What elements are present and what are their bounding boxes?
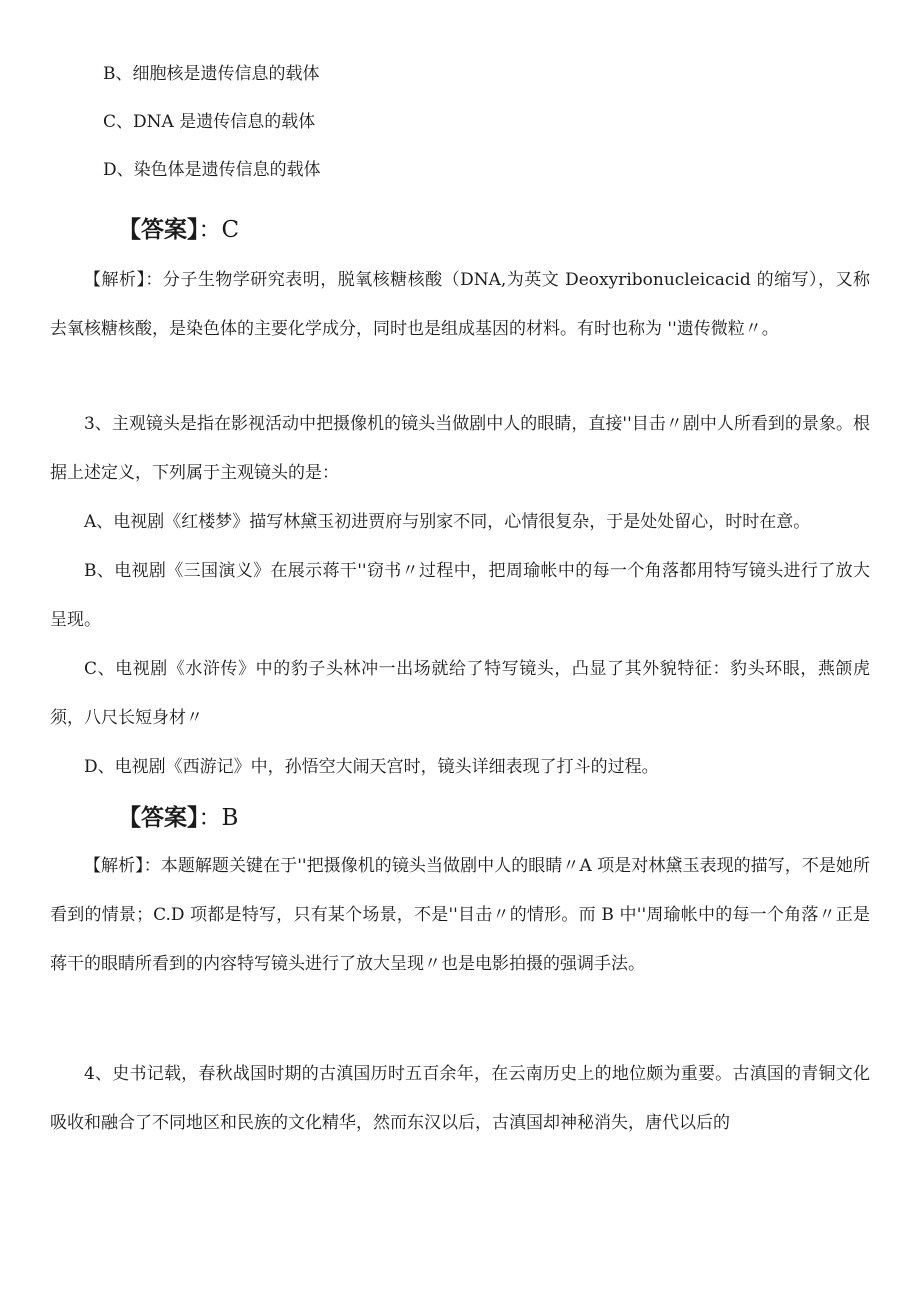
q3-option-d: D、电视剧《西游记》中，孙悟空大闹天宫时，镜头详细表现了打斗的过程。 [84,757,659,777]
option-d: D、染色体是遗传信息的载体 [103,160,321,180]
answer-label: 【答案】 [118,804,199,831]
option-b: B、细胞核是遗传信息的载体 [103,64,320,84]
q3-option-a: A、电视剧《红楼梦》描写林黛玉初进贾府与别家不同，心情很复杂，于是处处留心，时时在意。 [84,512,811,532]
option-c: C、DNA 是遗传信息的载体 [103,112,316,132]
question-4: 4、史书记载，春秋战国时期的古滇国历时五百余年，在云南历史上的地位颇为重要。古滇国的青铜文化吸收和融合了不同地区和民族的文化精华，然而东汉以后，古滇国却神秘消失，唐代以后的 [50,1064,870,1133]
q3-option-b: B、电视剧《三国演义》在展示蒋干''窃书〃过程中，把周瑜帐中的每一个角落都用特写镜头进行了放大呈现。 [50,561,870,630]
answer-value: ：B [198,805,239,831]
q3-option-c: C、电视剧《水浒传》中的豹子头林冲一出场就给了特写镜头，凸显了其外貌特征：豹头环眼，燕颌虎须，八尺长短身材〃 [50,659,870,728]
answer-label: 【答案】 [118,216,199,243]
answer-q2 [118,215,239,245]
question-3: 3、主观镜头是指在影视活动中把摄像机的镜头当做剧中人的眼睛，直接''目击〃剧中人所看到的景象。根据上述定义，下列属于主观镜头的是： [50,414,870,483]
answer-value: ：C [198,217,240,243]
answer-q3 [118,803,238,833]
analysis-q2: 【解析】：分子生物学研究表明，脱氧核糖核酸（DNA,为英文 Deoxyribonucleicacid 的缩写），又称去氧核糖核酸，是染色体的主要化学成分，同时也是组成基因的材料。有时也称为 ''遗传微粒〃。 [50,270,870,339]
analysis-q3: 【解析】：本题解题关键在于''把摄像机的镜头当做剧中人的眼睛〃A 项是对林黛玉表现的描写，不是她所看到的情景；C.D 项都是特写，只有某个场景，不是''目击〃的情形。而 B 中''周瑜帐中的每一个角落〃正是蒋干的眼睛所看到的内容特写镜头进行了放大呈现〃也是电影拍摄的强调手法。 [50,856,870,974]
